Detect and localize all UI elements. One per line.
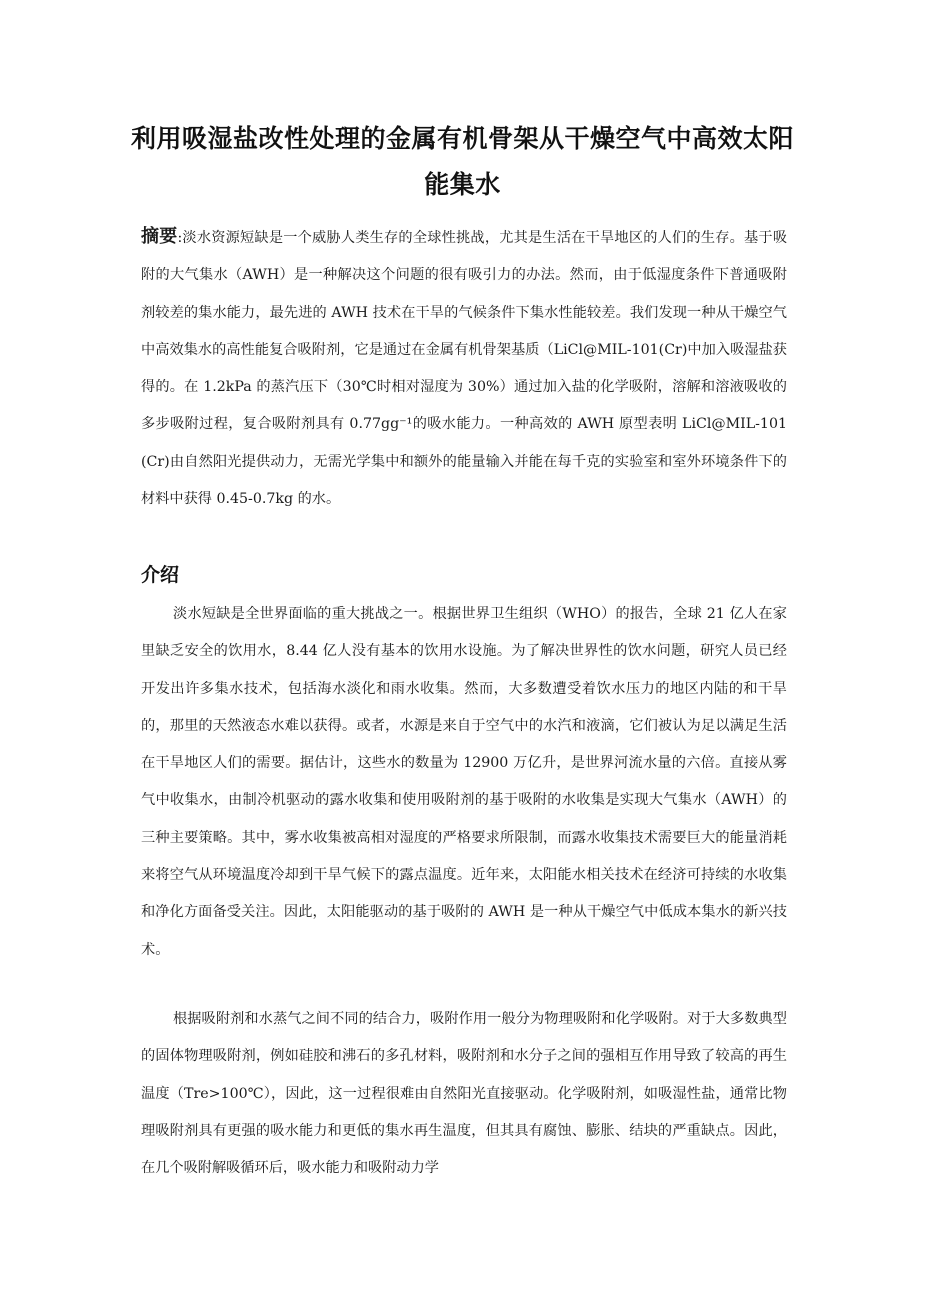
abstract [141, 218, 787, 518]
body-paragraph: 淡水短缺是全世界面临的重大挑战之一。根据世界卫生组织（WHO）的报告，全球 21 亿人在家里缺乏安全的饮用水，8.44 亿人没有基本的饮用水设施。为了解决世界性的饮水问题，研究人员已经开发出许多集水技术，包括海水淡化和雨水收集。然而，大多数遭受着饮水压力的地区内陆的和干旱的，那里的天然液态水难以获得。或者，水源是来自于空气中的水汽和液滴，它们被认为足以满足生活在干旱地区人们的需要。据估计，这些水的数量为 12900 万亿升，是世界河流水量的六倍。直接从雾气中收集水，由制冷机驱动的露水收集和使用吸附剂的基于吸附的水收集是实现大气集水（AWH）的三种主要策略。其中，雾水收集被高相对湿度的严格要求所限制，而露水收集技术需要巨大的能量消耗来将空气从环境温度冷却到干旱气候下的露点温度。近年来，太阳能水相关技术在经济可持续的水收集和净化方面备受关注。因此，太阳能驱动的基于吸附的 AWH 是一种从干燥空气中低成本集水的新兴技术。 [141, 606, 787, 958]
abstract-label: 摘要 [141, 226, 178, 247]
abstract-separator: : [177, 230, 183, 246]
body-paragraph: 根据吸附剂和水蒸气之间不同的结合力，吸附作用一般分为物理吸附和化学吸附。对于大多数典型的固体物理吸附剂，例如硅胶和沸石的多孔材料，吸附剂和水分子之间的强相互作用导致了较高的再生温度（Tre>100℃），因此，这一过程很难由自然阳光直接驱动。化学吸附剂，如吸湿性盐，通常比物理吸附剂具有更强的吸水能力和更低的集水再生温度，但其具有腐蚀、膨胀、结块的严重缺点。因此，在几个吸附解吸循环后，吸水能力和吸附动力学 [141, 1011, 787, 1177]
abstract-text: 淡水资源短缺是一个威胁人类生存的全球性挑战，尤其是生活在干旱地区的人们的生存。基于吸附的大气集水（AWH）是一种解决这个问题的很有吸引力的办法。然而，由于低湿度条件下普通吸附剂较差的集水能力，最先进的 AWH 技术在干旱的气候条件下集水性能较差。我们发现一种从干燥空气中高效集水的高性能复合吸附剂，它是通过在金属有机骨架基质（LiCl@MIL-101(Cr)中加入吸湿盐获得的。在 1.2kPa 的蒸汽压下（30℃时相对湿度为 30%）通过加入盐的化学吸附，溶解和溶液吸收的多步吸附过程，复合吸附剂具有 0.77gg⁻¹的吸水能力。一种高效的 AWH 原型表明 LiCl@MIL-101(Cr)由自然阳光提供动力，无需光学集中和额外的能量输入并能在每千克的实验室和室外环境条件下的材料中获得 0.45-0.7kg 的水。 [141, 230, 788, 508]
paper-title: 利用吸湿盐改性处理的金属有机骨架从干燥空气中高效太阳能集水 [130, 124, 794, 199]
section-heading-introduction: 介绍 [141, 564, 180, 586]
